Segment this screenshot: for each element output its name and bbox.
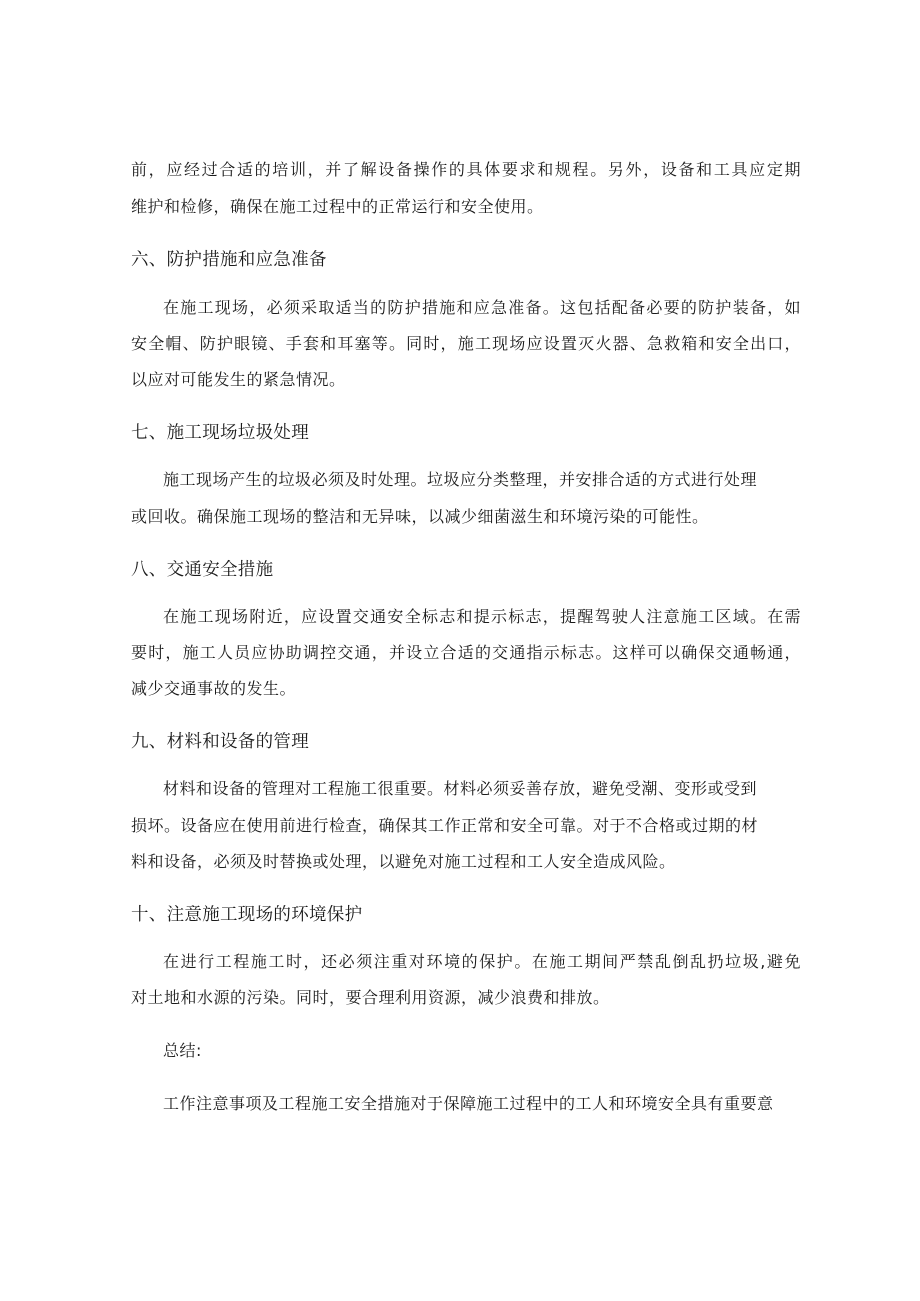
paragraph-line: 减少交通事故的发生。 — [131, 679, 297, 698]
paragraph-line: 损坏。设备应在使用前进行检查，确保其工作正常和安全可靠。对于不合格或过期的材 — [131, 816, 759, 835]
paragraph-line: 维护和检修，确保在施工过程中的正常运行和安全使用。 — [131, 197, 544, 216]
paragraph-line: 或回收。确保施工现场的整洁和无异味，以减少细菌滋生和环境污染的可能性。 — [131, 507, 709, 526]
paragraph-line: 以应对可能发生的紧急情况。 — [131, 370, 346, 389]
section-heading-6: 六、防护措施和应急准备 — [131, 250, 327, 270]
paragraph-line: 对土地和水源的污染。同时，要合理利用资源，减少浪费和排放。 — [131, 988, 610, 1007]
paragraph-line: 安全帽、防护眼镜、手套和耳塞等。同时，施工现场应设置灭火器、急救箱和安全出口， — [131, 334, 801, 353]
paragraph-line: 施工现场产生的垃圾必须及时处理。垃圾应分类整理，并安排合适的方式进行处理 — [163, 470, 758, 489]
paragraph-line: 在进行工程施工时，还必须注重对环境的保护。在施工期间严禁乱倒乱扔垃圾,避免 — [163, 952, 801, 971]
section-heading-9: 九、材料和设备的管理 — [131, 732, 309, 752]
paragraph-line: 要时，施工人员应协助调控交通，并设立合适的交通指示标志。这样可以确保交通畅通， — [131, 643, 801, 662]
paragraph-line: 料和设备，必须及时替换或处理，以避免对施工过程和工人安全造成风险。 — [131, 852, 676, 871]
summary-label: 总结: — [163, 1041, 202, 1060]
section-heading-10: 十、注意施工现场的环境保护 — [131, 905, 363, 925]
paragraph-line: 工作注意事项及工程施工安全措施对于保障施工过程中的工人和环境安全具有重要意 — [163, 1094, 774, 1113]
paragraph-line: 前，应经过合适的培训，并了解设备操作的具体要求和规程。另外，设备和工具应定期 — [131, 160, 801, 179]
section-heading-7: 七、施工现场垃圾处理 — [131, 423, 309, 443]
paragraph-line: 材料和设备的管理对工程施工很重要。材料必须妥善存放，避免受潮、变形或受到 — [163, 779, 758, 798]
paragraph-line: 在施工现场附近，应设置交通安全标志和提示标志，提醒驾驶人注意施工区域。在需 — [163, 607, 801, 626]
paragraph-line: 在施工现场，必须采取适当的防护措施和应急准备。这包括配备必要的防护装备，如 — [163, 298, 801, 317]
section-heading-8: 八、交通安全措施 — [131, 560, 274, 580]
